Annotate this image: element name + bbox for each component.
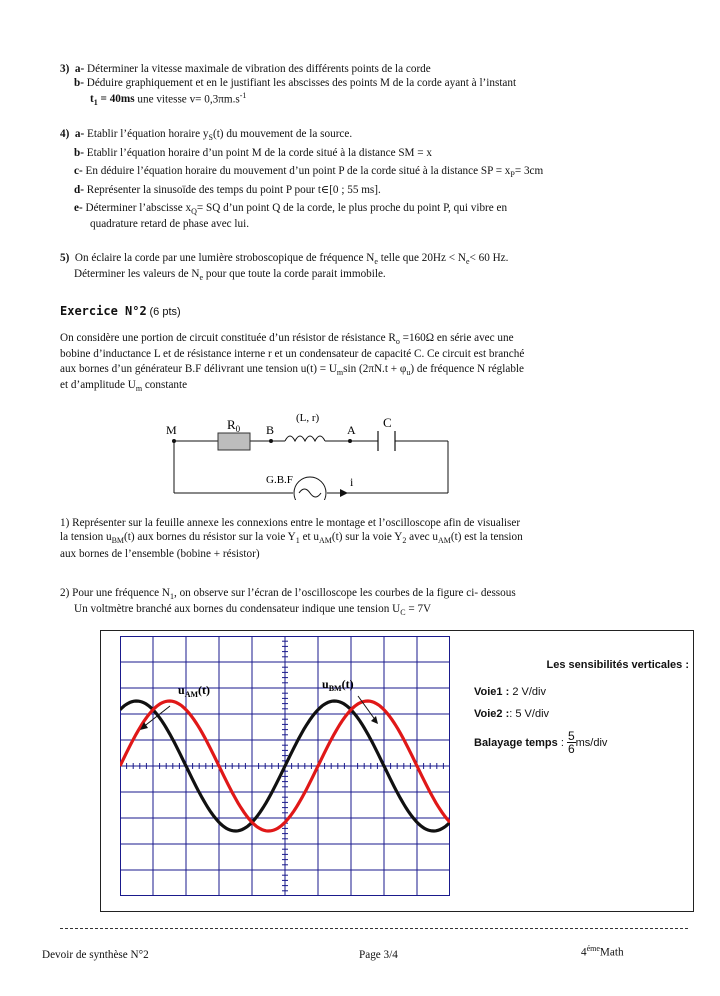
q4-number: 4) — [60, 128, 70, 140]
resistor-R0 — [218, 433, 250, 450]
circuit-diagram — [160, 385, 470, 500]
balayage-fraction: 5 6 — [567, 728, 575, 757]
q3-speed-exp: -1 — [239, 90, 247, 100]
footer-right: $4^{éme}Math$ — [581, 944, 624, 959]
q4e-label: e- — [74, 201, 83, 214]
label-C: C — [383, 415, 392, 430]
q4e-text: Déterminer l’abscisse x — [85, 201, 192, 214]
voie1-value: 2 V/div — [512, 686, 546, 699]
q4a-sub: S — [208, 133, 213, 143]
label-A: A — [347, 423, 356, 437]
q4c-sub: P — [510, 170, 515, 180]
q4c-label: c- — [74, 164, 83, 177]
voie2-label: Voie2 : — [474, 707, 510, 720]
oscilloscope-screen — [120, 636, 450, 896]
q3a-text: Déterminer la vitesse maximale de vibration des différents points de la corde — [87, 63, 431, 75]
label-uAM: $u_{AM}(t)$ — [178, 683, 211, 699]
footer-left: Devoir de synthèse N°2 — [42, 949, 149, 961]
label-uBM: $u_{BM}(t)$ — [322, 677, 354, 693]
q4e-text2: = SQ d’un point Q de la corde, le plus proche du point P, qui vibre en — [196, 201, 508, 214]
label-coil: (L, r) — [296, 412, 320, 424]
node-A — [348, 439, 352, 443]
exercise-intro: On considère une portion de circuit constituée d’un résistor de résistance $R_o =160\Omega$ en série avec une bobine d’inductance L et de résistance interne r et un condensateur de capacité C. Ce circuit est branché aux bornes d’un générateur B.F délivrant une tension $u(t) = U_m\sin$ $(2\pi N.t + \varphi_u)$ de fréquence N réglable et d’amplitude $U_m$ constante — [60, 332, 525, 394]
exercise-title: Exercice N°2 — [60, 304, 147, 318]
q3-number: 3) — [60, 63, 70, 75]
q4d-text: Représenter la sinusoïde des temps du point P pour t∈[0 ; 55 ms]. — [86, 184, 381, 197]
label-B: B — [266, 423, 275, 437]
q4a-label: a- — [74, 128, 85, 140]
q4a-tail: (t) du mouvement de la source. — [212, 128, 353, 140]
voie1-label: Voie1 : — [474, 686, 510, 699]
current-arrow-icon — [340, 489, 348, 497]
q4e-line2: quadrature retard de phase avec lui. — [90, 218, 250, 231]
q5-line2a: Déterminer les valeurs de N — [74, 268, 200, 281]
q4c-tail: = 3cm — [514, 164, 544, 177]
exercise-2-heading — [60, 304, 181, 319]
voie2-value: : 5 V/div — [509, 707, 550, 720]
sensitivity-title: Les sensibilités verticales : — [546, 659, 689, 671]
arrow-uBM-head-icon — [371, 716, 378, 724]
node-B — [269, 439, 273, 443]
q4e-sub: Q — [191, 206, 197, 216]
q3-t1: $t_1 = 40ms$ — [90, 93, 135, 108]
label-M: M — [166, 423, 177, 437]
question-3 — [60, 62, 680, 109]
q3b-label: b- — [74, 77, 84, 90]
label-gbf: G.B.F — [266, 474, 293, 486]
q3a-label: a- — [74, 63, 85, 75]
label-current-i: i — [350, 475, 354, 489]
q4a-text: Etablir l’équation horaire y — [87, 128, 209, 140]
question-4 — [60, 127, 680, 231]
q4d-label: d- — [74, 184, 84, 197]
q5-line1c: < 60 Hz. — [469, 252, 509, 264]
q5-line1a: On éclaire la corde par une lumière stroboscopique de fréquence N — [74, 252, 375, 264]
coil-inductor — [285, 436, 325, 441]
q3-speed: une vitesse v= 0,3πm.s — [137, 93, 240, 106]
sensitivity-legend — [474, 658, 689, 756]
q4b-label: b- — [74, 147, 84, 160]
balayage-label: Balayage temps — [474, 736, 558, 749]
question-5: 5) On éclaire la corde par une lumière stroboscopique de fréquence $N_e$ telle que $20Hz < N_e< 60$ Hz. Déterminer les valeurs de $N_e$ pour que toute la corde parait immobile. — [60, 252, 509, 283]
q3b-text: Déduire graphiquement et en le justifiant les abscisses des points M de la corde ayant à l’instant — [86, 77, 517, 90]
footer-page-number: Page 3/4 — [359, 949, 398, 961]
part-2: 2) Pour une fréquence $N_1$, on observe sur l’écran de l’oscilloscope les courbes de la figure ci- dessous Un voltmètre branché aux bornes du condensateur indique une tension $U_C = 7V$ — [60, 587, 516, 618]
q5-number: 5) — [60, 252, 70, 264]
balayage-row: Balayage temps : 5 6 ms/div — [474, 728, 608, 757]
q4b-text: Etablir l’équation horaire d’un point M de la corde situé à la distance SM = x — [86, 147, 433, 160]
q5-line2b: pour que toute la corde parait immobile. — [205, 268, 386, 281]
node-M — [172, 439, 176, 443]
q4c-text: En déduire l’équation horaire du mouvement d’un point P de la corde situé à la distance SP = x — [85, 164, 511, 177]
label-R0: $R_0$ — [227, 417, 241, 434]
part-1: 1) Représenter sur la feuille annexe les connexions entre le montage et l’oscilloscope afin de visualiser la tension $u_{BM}(t)$ aux bornes du résistor sur la voie $Y_1$ et $u_{AM}(t)$ sur la voie $Y_2$ avec $u_{AM}(t)$ est la tension aux bornes de l’ensemble (bobine + résistor) — [60, 517, 523, 560]
exercise-points: (6 pts) — [149, 306, 181, 318]
generator-symbol — [294, 477, 326, 500]
q5-line1b: telle que 20Hz < N — [380, 252, 466, 264]
balayage-unit: ms/div — [575, 736, 608, 749]
footer-separator — [60, 928, 688, 929]
